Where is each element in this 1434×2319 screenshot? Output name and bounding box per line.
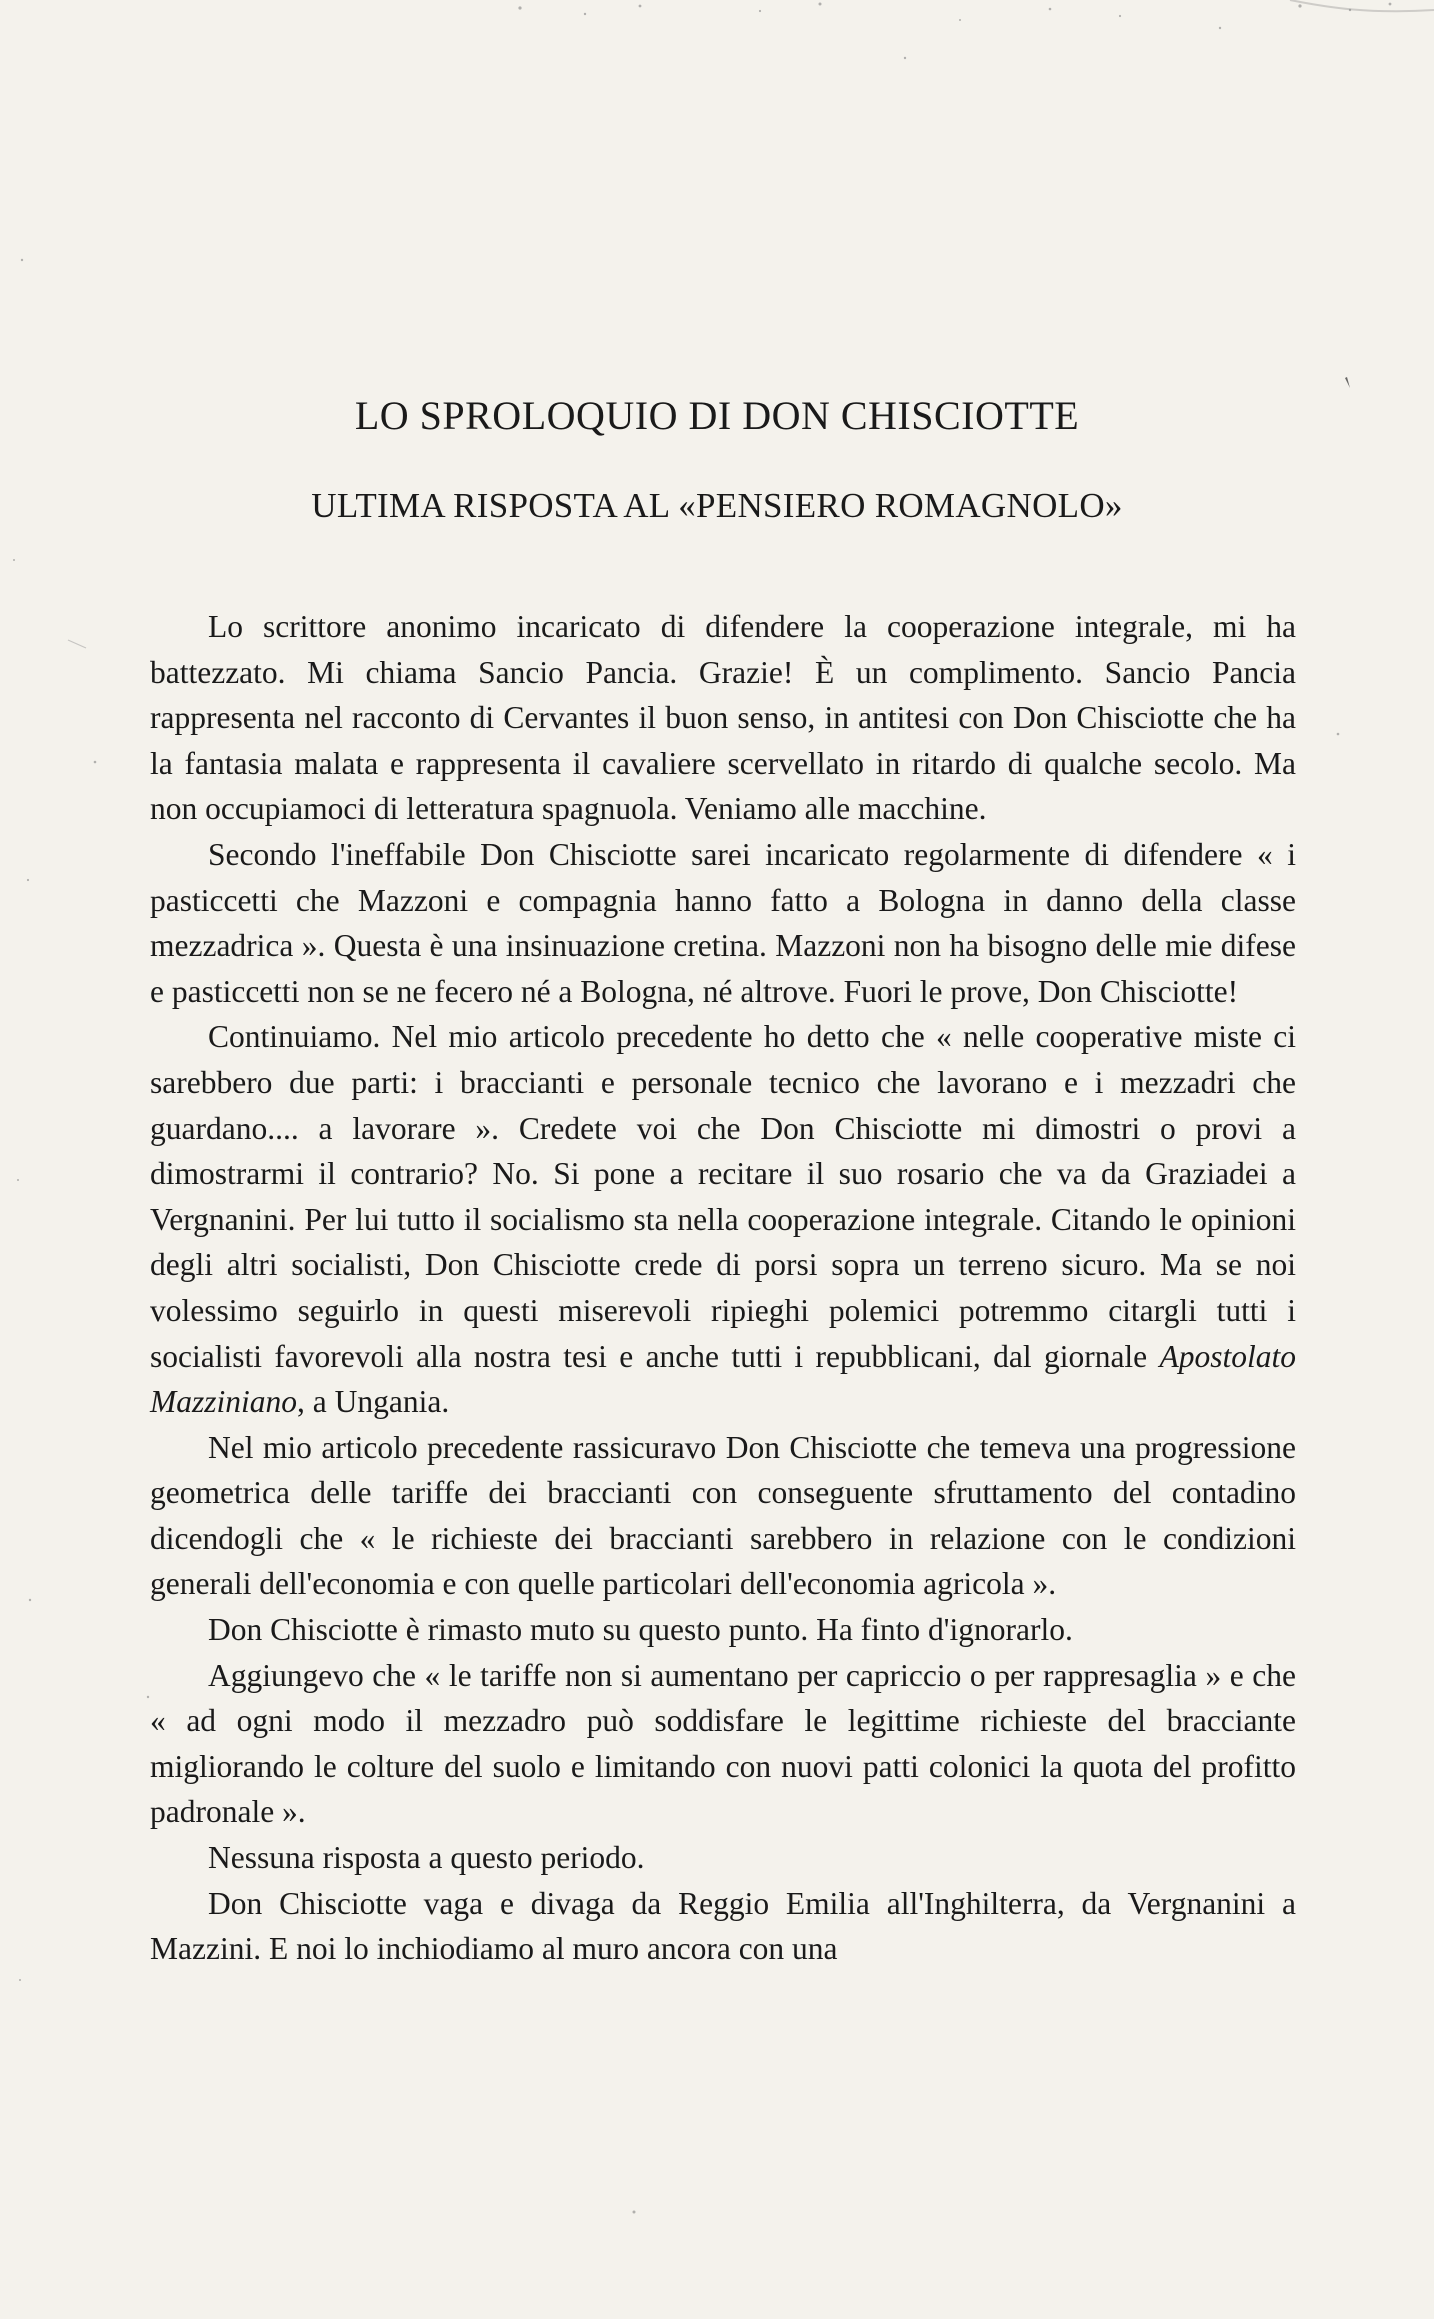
paragraph-7: Nessuna risposta a questo periodo. bbox=[208, 1840, 645, 1876]
paragraph-6: Aggiungevo che « le tariffe non si aumentano per capriccio o per rappresaglia » e che « ad ogni modo il mezzadro può soddisfare le legittime richieste del bracciante migliorando le colture del suolo e limitando con nuovi patti colonici la quota del profitto padronale ». bbox=[150, 1657, 1296, 1830]
newspaper-title: Apostolato Mazziniano bbox=[150, 1338, 1296, 1420]
paragraph-3 bbox=[150, 1014, 1296, 1424]
paragraph-4: Nel mio articolo precedente rassicuravo Don Chisciotte che temeva una progressione geometrica delle tariffe dei braccianti con conseguente sfruttamento del contadino dicendogli che « le richieste dei braccianti sarebbero in relazione con le condizioni generali dell'economia e con quelle particolari dell'economia agricola ». bbox=[150, 1429, 1296, 1602]
article-title: LO SPROLOQUIO DI DON CHISCIOTTE bbox=[354, 393, 1080, 438]
paragraph-8: Don Chisciotte vaga e divaga da Reggio Emilia all'Inghilterra, da Vergnanini a Mazzini. E noi lo inchiodiamo al muro ancora con una bbox=[150, 1885, 1296, 1967]
paragraph-3-text: Continuiamo. Nel mio articolo precedente ho detto che « nelle cooperative miste ci sarebbero due parti: i braccianti e personale tecnico che lavorano e i mezzadri che guardano.... a lavorare ». Credete voi che Don Chisciotte mi dimostri o provi a dimostrarmi il contrario? No. Si pone a recitare il suo rosario che va da Graziadei a Vergnanini. Per lui tutto il socialismo sta nella cooperazione integrale. Citando le opinioni degli altri socialisti, Don Chisciotte crede di porsi sopra un terreno sicuro. Ma se noi volessimo seguirlo in questi miserevoli ripieghi polemici potremmo citargli tutti i socialisti favorevoli alla nostra tesi e anche tutti i repubblicani, dal giornale bbox=[150, 1019, 1296, 1374]
paragraph-1: Lo scrittore anonimo incaricato di difendere la cooperazione integrale, mi ha battezzato. Mi chiama Sancio Pancia. Grazie! È un complimento. Sancio Pancia rappresenta nel racconto di Cervantes il buon senso, in antitesi con Don Chisciotte che ha la fantasia malata e rappresenta il cavaliere scervellato in ritardo di qualche secolo. Ma non occupiamoci di letteratura spagnuola. Veniamo alle macchine. bbox=[150, 609, 1296, 827]
paragraph-2: Secondo l'ineffabile Don Chisciotte sarei incaricato regolarmente di difendere « i pasticcetti che Mazzoni e compagnia hanno fatto a Bologna in danno della classe mezzadrica ». Questa è una insinuazione cretina. Mazzoni non ha bisogno delle mie difese e pasticcetti non se ne fecero né a Bologna, né altrove. Fuori le prove, Don Chisciotte! bbox=[150, 836, 1296, 1009]
paragraph-3-end: , a Ungania. bbox=[297, 1384, 450, 1420]
article-body bbox=[150, 604, 1296, 1972]
article-subtitle: ULTIMA RISPOSTA AL «PENSIERO ROMAGNOLO» bbox=[311, 486, 1123, 525]
paragraph-5: Don Chisciotte è rimasto muto su questo punto. Ha finto d'ignorarlo. bbox=[208, 1612, 1073, 1648]
